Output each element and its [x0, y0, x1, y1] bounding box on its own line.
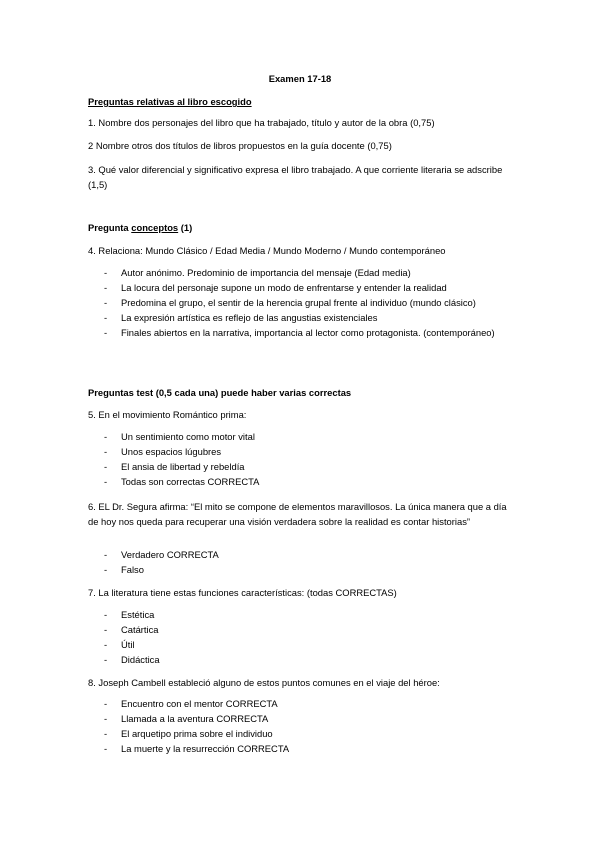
list-item: - El arquetipo prima sobre el individuo [88, 727, 514, 741]
list-item: - La locura del personaje supone un modo de enfrentarse y entender la realidad [88, 281, 514, 295]
question-2: 2 Nombre otros dos títulos de libros propuestos en la guía docente (0,75) [88, 140, 392, 151]
section2-heading [88, 221, 514, 235]
question-5: 5. En el movimiento Romántico prima: [88, 409, 247, 420]
list-item: - Finales abiertos en la narrativa, importancia al lector como protagonista. (contemporáneo) [88, 326, 514, 340]
list-item: - Falso [88, 563, 514, 577]
question-5-list [88, 430, 514, 490]
list-item: - Catártica [88, 623, 514, 637]
list-item: - Llamada a la aventura CORRECTA [88, 712, 514, 726]
list-item: - Encuentro con el mentor CORRECTA [88, 697, 514, 711]
question-4-list [88, 266, 514, 341]
list-item: - Todas son correctas CORRECTA [88, 475, 514, 489]
question-8-list [88, 697, 514, 757]
question-6-list [88, 548, 514, 578]
question-8: 8. Joseph Cambell estableció alguno de estos puntos comunes en el viaje del héroe: [88, 677, 440, 688]
list-item: - Predomina el grupo, el sentir de la herencia grupal frente al individuo (mundo clásico) [88, 296, 514, 310]
section2-heading-underlined: conceptos [131, 222, 179, 233]
list-item: - Útil [88, 638, 514, 652]
list-item: - Unos espacios lúgubres [88, 445, 514, 459]
list-item: - Estética [88, 608, 514, 622]
section2-heading-post: (1) [178, 222, 193, 233]
section1-heading: Preguntas relativas al libro escogido [88, 96, 252, 107]
section2-heading-pre: Pregunta [88, 222, 132, 233]
question-4: 4. Relaciona: Mundo Clásico / Edad Media / Mundo Moderno / Mundo contemporáneo [88, 245, 446, 256]
page-title: Examen 17-18 [268, 73, 332, 84]
list-item: - El ansia de libertad y rebeldía [88, 460, 514, 474]
question-7-list [88, 608, 514, 668]
question-7: 7. La literatura tiene estas funciones características: (todas CORRECTAS) [88, 587, 397, 598]
list-item: - Didáctica [88, 653, 514, 667]
list-item: - Autor anónimo. Predominio de importancia del mensaje (Edad media) [88, 266, 514, 280]
question-6: 6. EL Dr. Segura afirma: “El mito se compone de elementos maravillosos. La única manera que a día de hoy nos queda para recuperar una visión verdadera sobre la realidad es contar historias” [88, 501, 507, 527]
list-item: - Un sentimiento como motor vital [88, 430, 514, 444]
list-item: - Verdadero CORRECTA [88, 548, 514, 562]
section3-heading: Preguntas test (0,5 cada una) puede haber varias correctas [88, 387, 352, 398]
list-item: - La muerte y la resurrección CORRECTA [88, 742, 514, 756]
question-3: 3. Qué valor diferencial y significativo expresa el libro trabajado. A que corriente literaria se adscribe (1,5) [88, 164, 503, 190]
question-1: 1. Nombre dos personajes del libro que ha trabajado, título y autor de la obra (0,75) [88, 117, 435, 128]
list-item: - La expresión artística es reflejo de las angustias existenciales [88, 311, 514, 325]
